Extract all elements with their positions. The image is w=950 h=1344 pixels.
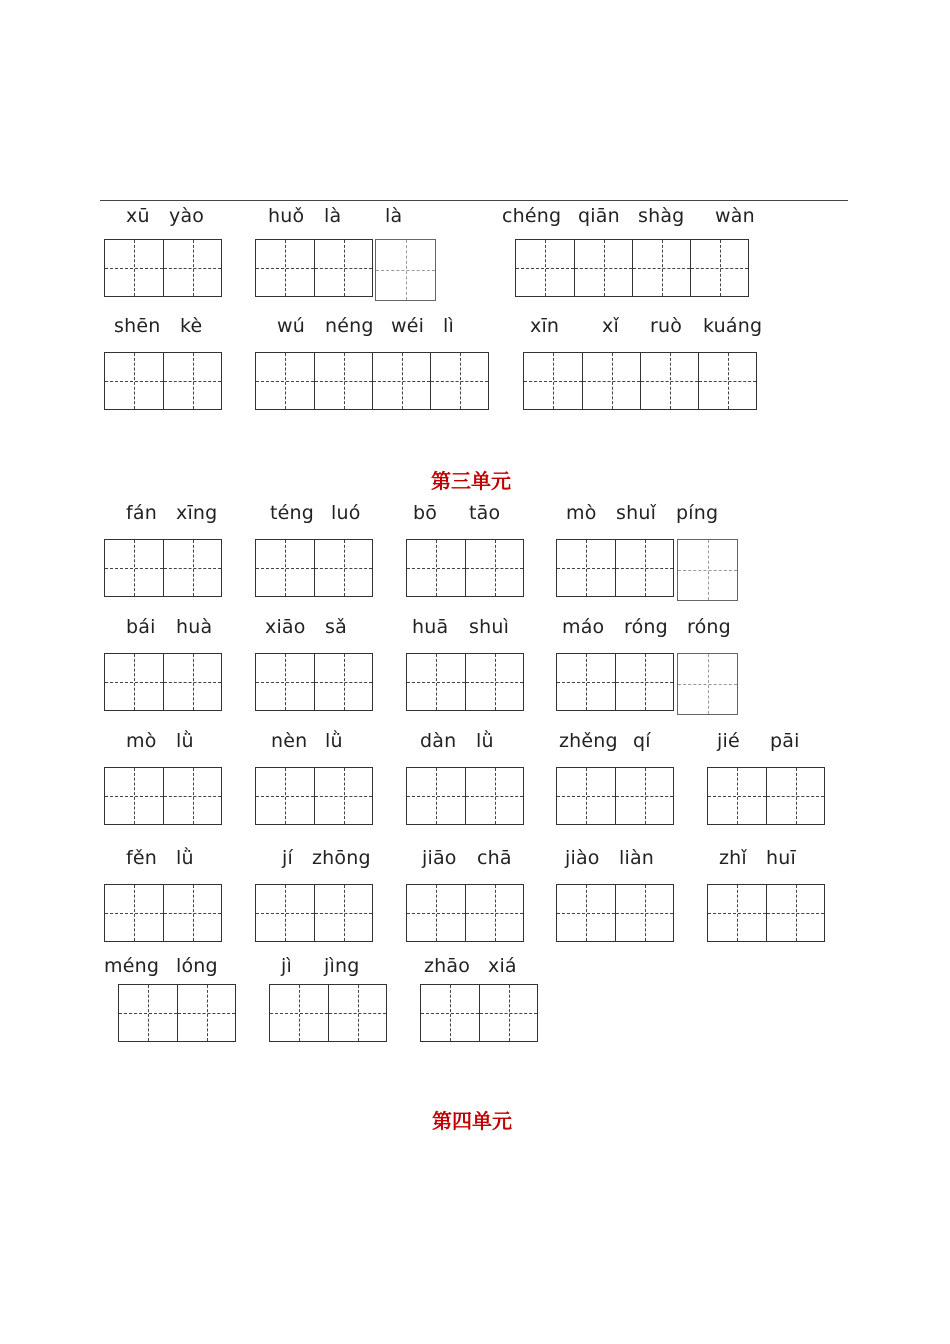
pinyin: bō bbox=[413, 502, 438, 524]
writing-grid[interactable] bbox=[104, 352, 222, 410]
writing-grid[interactable] bbox=[515, 239, 749, 297]
pinyin: huī bbox=[766, 847, 796, 869]
writing-grid[interactable] bbox=[255, 653, 373, 711]
pinyin: méng bbox=[104, 955, 160, 977]
writing-grid[interactable] bbox=[255, 352, 489, 410]
pinyin: huǒ bbox=[268, 205, 305, 227]
pinyin: téng bbox=[270, 502, 315, 524]
pinyin: ruò bbox=[650, 315, 683, 337]
writing-grid[interactable] bbox=[104, 539, 222, 597]
pinyin: lǜ bbox=[176, 847, 194, 869]
pinyin: là bbox=[385, 205, 403, 227]
writing-grid[interactable] bbox=[556, 767, 674, 825]
writing-grid[interactable] bbox=[118, 984, 236, 1042]
writing-grid[interactable] bbox=[523, 352, 757, 410]
writing-grid[interactable] bbox=[406, 539, 524, 597]
writing-grid[interactable] bbox=[104, 884, 222, 942]
writing-grid[interactable] bbox=[375, 239, 436, 301]
pinyin: xīng bbox=[176, 502, 218, 524]
writing-grid[interactable] bbox=[556, 653, 674, 711]
pinyin: jiào bbox=[565, 847, 600, 869]
pinyin: liàn bbox=[619, 847, 655, 869]
writing-grid[interactable] bbox=[406, 767, 524, 825]
pinyin: tāo bbox=[469, 502, 501, 524]
pinyin: jìng bbox=[324, 955, 360, 977]
pinyin: jiāo bbox=[422, 847, 457, 869]
writing-grid[interactable] bbox=[269, 984, 387, 1042]
pinyin: là bbox=[324, 205, 342, 227]
pinyin: mò bbox=[126, 730, 157, 752]
pinyin: luó bbox=[331, 502, 361, 524]
pinyin: wàn bbox=[715, 205, 755, 227]
writing-grid[interactable] bbox=[707, 884, 825, 942]
pinyin: lǜ bbox=[476, 730, 494, 752]
pinyin: róng bbox=[624, 616, 668, 638]
pinyin: shuǐ bbox=[616, 502, 657, 524]
pinyin: xiá bbox=[488, 955, 517, 977]
pinyin: fěn bbox=[126, 847, 158, 869]
pinyin: jì bbox=[281, 955, 292, 977]
writing-grid[interactable] bbox=[420, 984, 538, 1042]
pinyin: xiāo bbox=[265, 616, 306, 638]
pinyin: bái bbox=[126, 616, 156, 638]
pinyin: jí bbox=[282, 847, 293, 869]
writing-grid[interactable] bbox=[556, 884, 674, 942]
pinyin: shuì bbox=[469, 616, 510, 638]
writing-grid[interactable] bbox=[556, 539, 674, 597]
pinyin: néng bbox=[325, 315, 374, 337]
pinyin: huà bbox=[176, 616, 213, 638]
pinyin: róng bbox=[687, 616, 731, 638]
pinyin: qí bbox=[633, 730, 651, 752]
pinyin: dàn bbox=[420, 730, 457, 752]
pinyin: chā bbox=[477, 847, 512, 869]
pinyin: wéi bbox=[391, 315, 425, 337]
writing-grid[interactable] bbox=[677, 539, 738, 601]
pinyin: máo bbox=[562, 616, 605, 638]
pinyin: kuáng bbox=[703, 315, 763, 337]
pinyin: lǜ bbox=[325, 730, 343, 752]
pinyin: lǜ bbox=[176, 730, 194, 752]
pinyin: píng bbox=[676, 502, 719, 524]
pinyin: mò bbox=[566, 502, 597, 524]
pinyin: xīn bbox=[530, 315, 560, 337]
pinyin: shēn bbox=[114, 315, 161, 337]
writing-grid[interactable] bbox=[406, 653, 524, 711]
writing-grid[interactable] bbox=[104, 767, 222, 825]
pinyin: kè bbox=[180, 315, 203, 337]
pinyin: pāi bbox=[770, 730, 800, 752]
unit-4-title: 第四单元 bbox=[432, 1109, 512, 1133]
writing-grid[interactable] bbox=[406, 884, 524, 942]
pinyin: yào bbox=[169, 205, 205, 227]
pinyin: lì bbox=[443, 315, 454, 337]
pinyin: sǎ bbox=[325, 616, 347, 638]
pinyin: zhāo bbox=[424, 955, 471, 977]
pinyin: qiān bbox=[578, 205, 620, 227]
writing-grid[interactable] bbox=[677, 653, 738, 715]
pinyin: zhǐ bbox=[719, 847, 747, 869]
writing-grid[interactable] bbox=[255, 239, 373, 297]
writing-grid[interactable] bbox=[255, 884, 373, 942]
writing-grid[interactable] bbox=[707, 767, 825, 825]
writing-grid[interactable] bbox=[255, 539, 373, 597]
pinyin: nèn bbox=[271, 730, 308, 752]
top-rule bbox=[100, 200, 848, 201]
writing-grid[interactable] bbox=[104, 653, 222, 711]
pinyin: xū bbox=[126, 205, 150, 227]
pinyin: jié bbox=[717, 730, 740, 752]
pinyin: lóng bbox=[176, 955, 218, 977]
pinyin: shàg bbox=[638, 205, 685, 227]
pinyin: wú bbox=[277, 315, 305, 337]
pinyin: chéng bbox=[502, 205, 562, 227]
pinyin: zhōng bbox=[312, 847, 371, 869]
pinyin: xǐ bbox=[602, 315, 619, 337]
pinyin: zhěng bbox=[559, 730, 618, 752]
pinyin: huā bbox=[412, 616, 449, 638]
pinyin: fán bbox=[126, 502, 157, 524]
writing-grid[interactable] bbox=[255, 767, 373, 825]
unit-3-title: 第三单元 bbox=[431, 469, 511, 493]
writing-grid[interactable] bbox=[104, 239, 222, 297]
